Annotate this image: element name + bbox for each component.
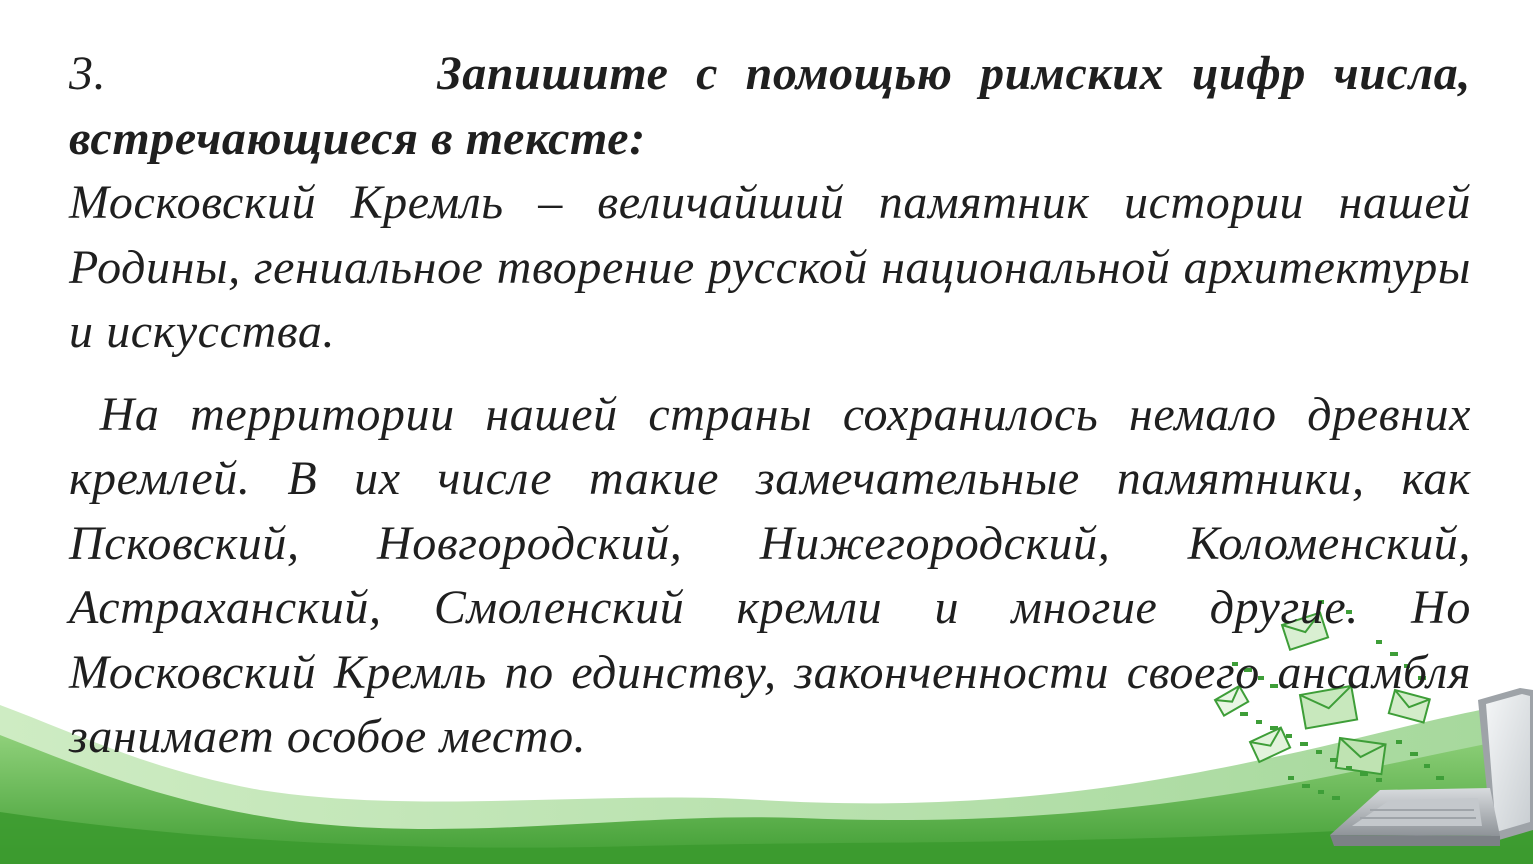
paragraph-kremlins-list: На территории нашей страны сохранилось немало древних кремлей. В их числе такие замечательные памятники, как Псковский, Новгородский, Нижегородский, Коломенский, Астраханский, Смоленский кремли и многие другие. Но Московский Кремль по единству, законченности своего ансамбля занимает особое место. [69, 387, 1484, 763]
task-heading [69, 42, 1471, 171]
paragraph-kremlin-intro: Московский Кремль – величайший памятник истории нашей Родины, гениальное творение русской национальной архитектуры и искусства. [69, 176, 1471, 358]
task-number: 3. [69, 47, 107, 100]
slide-text [69, 42, 1484, 770]
task-instruction: Запишите с помощью римских цифр числа, встречающиеся в тексте: [69, 47, 1471, 165]
